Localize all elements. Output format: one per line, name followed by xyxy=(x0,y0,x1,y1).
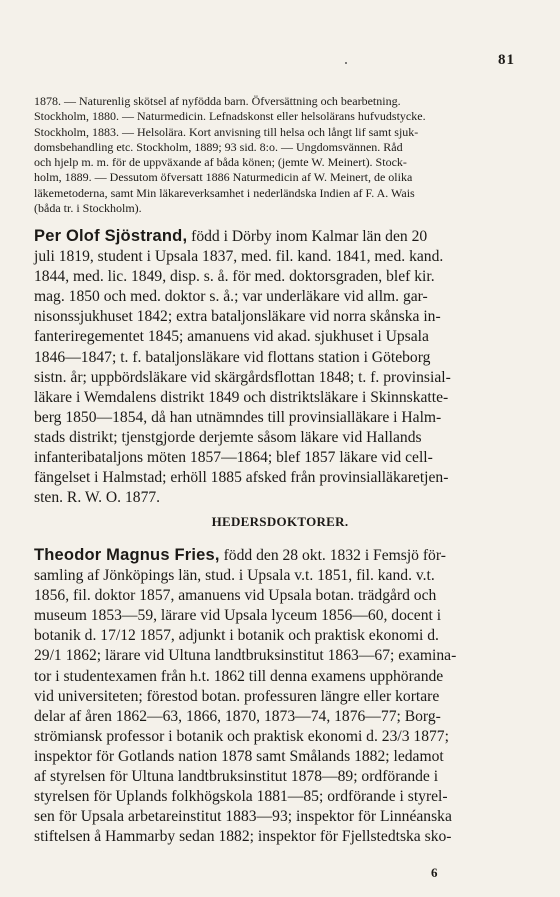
text-line: juli 1819, student i Upsala 1837, med. fil. kand. 1841, med. kand. xyxy=(34,248,444,266)
text-line: sten. R. W. O. 1877. xyxy=(34,489,161,507)
text-line: (båda tr. i Stockholm). xyxy=(34,201,142,216)
text-line: domsbehandling etc. Stockholm, 1889; 93 sid. 8:o. — Ungdomsvännen. Råd xyxy=(34,139,403,154)
text-line: 29/1 1862; lärare vid Ultuna landtbruksinstitut 1863—67; examina- xyxy=(34,647,457,665)
text-line: Stockholm, 1880. — Naturmedicin. Lefnadskonst eller helsolärans hufvudstycke. xyxy=(34,109,426,124)
text-line: berg 1850—1854, då han utnämndes till provinsialläkare i Halm- xyxy=(34,408,442,426)
biography-entry-sjostrand xyxy=(34,226,526,508)
signature-mark: 6 xyxy=(431,865,438,880)
text-line: strömiansk professor i botanik och praktisk ekonomi d. 23/3 1877; xyxy=(34,727,449,745)
text-line: fanteriregementet 1845; amanuens vid akad. sjukhuset i Upsala xyxy=(34,328,429,346)
text-line: stads distrikt; tjenstgjorde derjemte såsom läkare vid Hallands xyxy=(34,428,422,446)
text-line: tor i studentexamen från h.t. 1862 till denna examens upphörande xyxy=(34,667,444,685)
text-line: sen för Upsala arbetareinstitut 1883—93; inspektor för Linnéanska xyxy=(34,808,452,826)
bibliography-block xyxy=(34,94,522,216)
text-line: stiftelsen å Hammarby sedan 1882; inspektor för Fjellstedtska sko- xyxy=(34,828,452,846)
text-line: styrelsen för Uplands folkhögskola 1881—85; ordförande i styrel- xyxy=(34,788,448,806)
text-line: af styrelsen för Ultuna landtbruksinstitut 1878—89; ordförande i xyxy=(34,768,439,786)
text-line: vid universiteten; förestod botan. professuren längre eller kortare xyxy=(34,687,440,705)
biography-entry-fries xyxy=(34,545,526,847)
text-line: botanik d. 17/12 1857, adjunkt i botanik och praktisk ekonomi d. xyxy=(34,627,439,645)
text-line: sistn. år; uppbördsläkare vid skärgårdsflottan 1848; t. f. provinsial- xyxy=(34,368,451,386)
text-line: nisonssjukhuset 1842; extra bataljonsläkare vid norra skånska in- xyxy=(34,308,441,326)
text-line: läkare i Wemdalens distrikt 1849 och distriktsläkare i Skinnskatte- xyxy=(34,388,449,406)
person-name: Per Olof Sjöstrand, xyxy=(34,227,188,245)
text-line: och hjelp m. m. för de uppväxande af båda könen; (jemte W. Meinert). Stock- xyxy=(34,155,407,170)
text-line: inspektor för Gotlands nation 1878 samt Smålands 1882; ledamot xyxy=(34,747,444,765)
entry-text: född den 28 okt. 1832 i Femsjö för- xyxy=(219,547,446,564)
text-line: 1844, med. lic. 1849, disp. s. å. för med. doktorsgraden, blef kir. xyxy=(34,268,435,286)
text-line: fängelset i Halmstad; erhöll 1885 afsked från provinsialläkaretjen- xyxy=(34,469,449,487)
text-line: mag. 1850 och med. doktor s. å.; var underläkare vid allm. gar- xyxy=(34,288,428,306)
person-name: Theodor Magnus Fries, xyxy=(34,546,220,564)
entry-text: född i Dörby inom Kalmar län den 20 xyxy=(187,228,428,245)
text-line: samling af Jönköpings län, stud. i Upsala v.t. 1851, fil. kand. v.t. xyxy=(34,567,435,585)
ink-speck xyxy=(345,62,347,64)
text-line: holm, 1889. — Dessutom öfversatt 1886 Naturmedicin af W. Meinert, de olika xyxy=(34,170,413,185)
text-line: 1878. — Naturenlig skötsel af nyfödda barn. Öfversättning och bearbetning. xyxy=(34,94,401,108)
page-number: 81 xyxy=(498,52,515,68)
text-line: Stockholm, 1883. — Helsolära. Kort anvisning till helsa och långt lif samt sjuk- xyxy=(34,124,419,139)
text-line: 1856, fil. doktor 1857, amanuens vid Upsala botan. trädgård och xyxy=(34,587,437,605)
text-line: 1846—1847; t. f. bataljonsläkare vid flottans station i Göteborg xyxy=(34,348,431,366)
text-line: infanteribataljons möten 1857—1864; blef 1857 läkare vid cell- xyxy=(34,449,433,467)
text-line: museum 1853—59, lärare vid Upsala lyceum 1856—60, docent i xyxy=(34,607,442,625)
text-line: delar af åren 1862—63, 1866, 1870, 1873—74, 1876—77; Borg- xyxy=(34,707,441,725)
section-heading: HEDERSDOKTORER. xyxy=(211,514,349,529)
text-line: läkemetoderna, samt Min läkareverksamhet i nederländska Indien af F. A. Wais xyxy=(34,185,415,200)
